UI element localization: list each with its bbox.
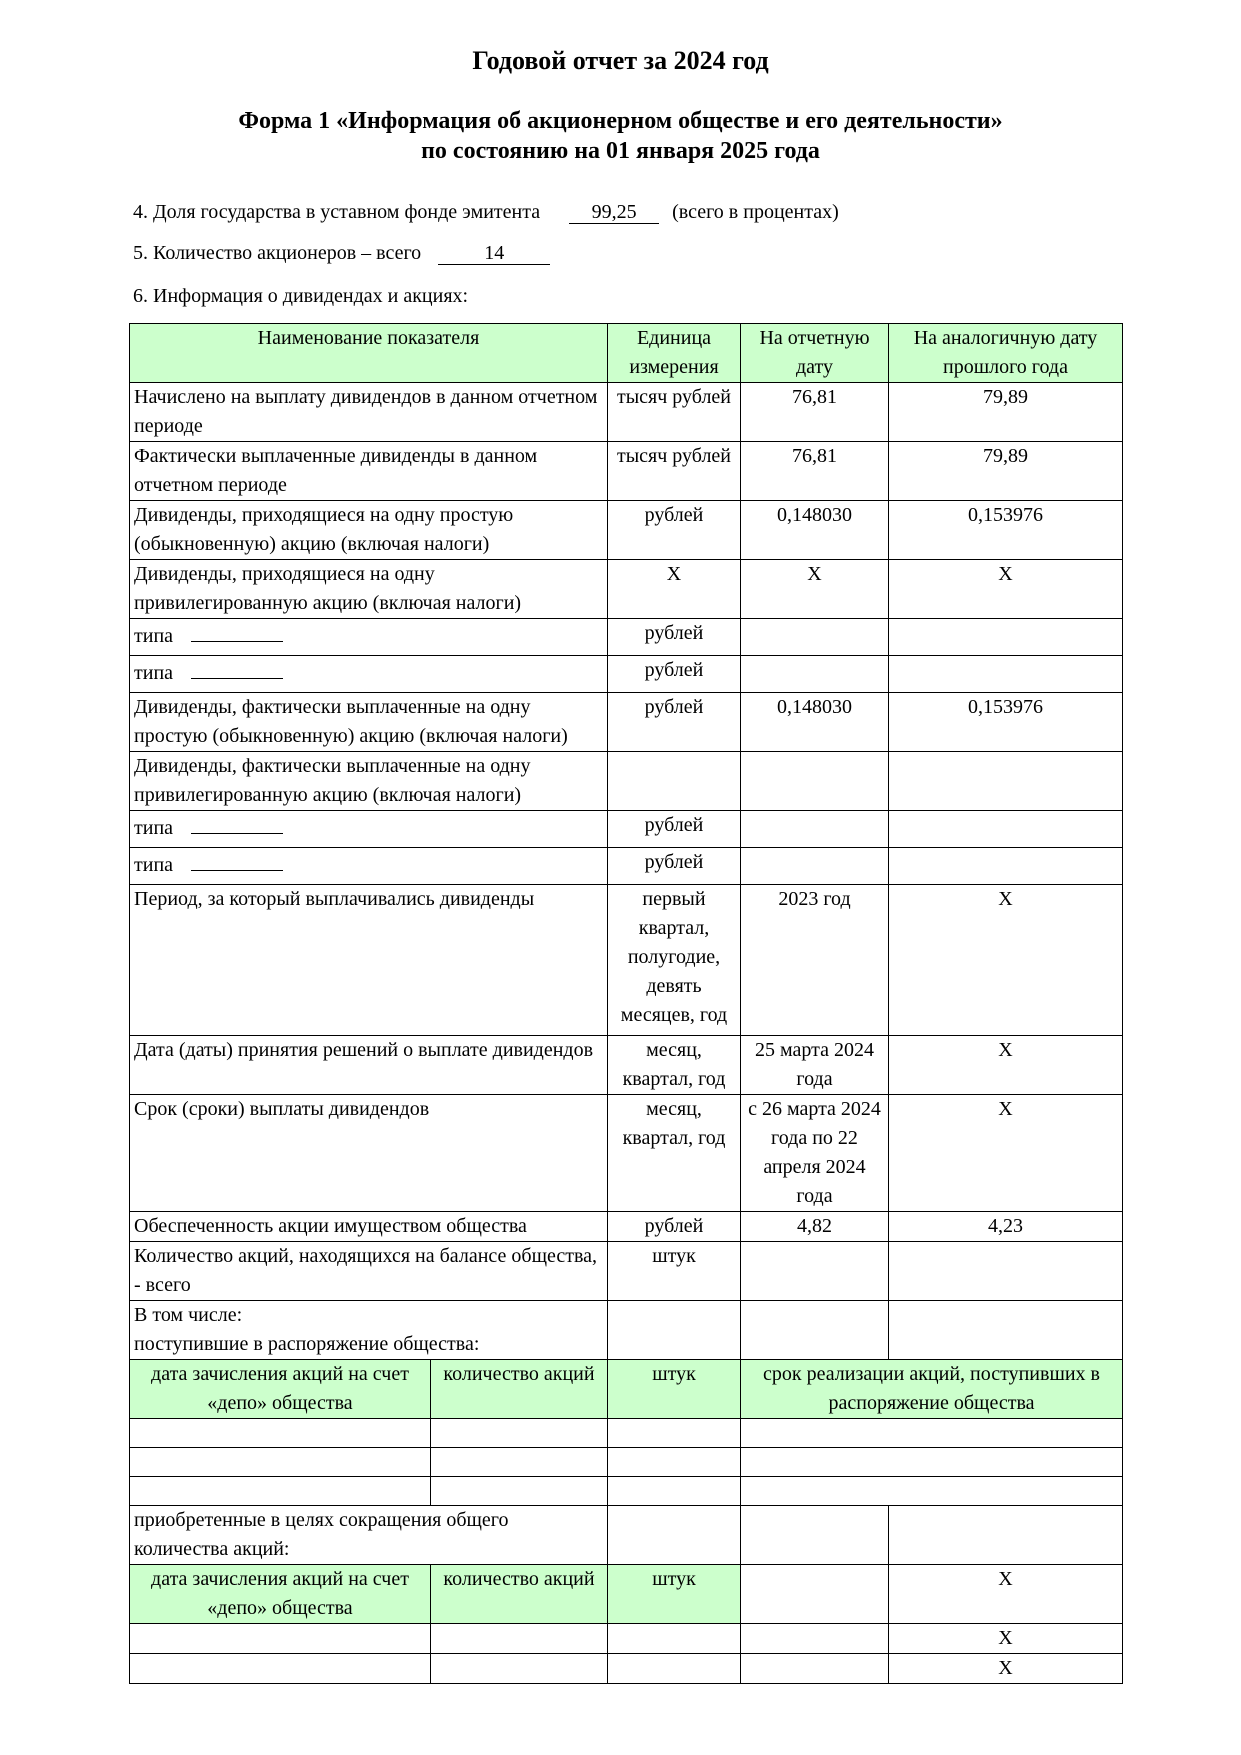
empty-cell: [130, 1477, 431, 1506]
table-header-row: [130, 324, 1123, 383]
item-5: [133, 241, 550, 265]
row-current: [741, 811, 889, 848]
row-previous: 0,153976: [889, 501, 1123, 560]
item-4-suffix: (всего в процентах): [672, 201, 839, 223]
row-name: Период, за который выплачивались дивиденды: [130, 885, 608, 1036]
subtable1-header-row: [130, 1360, 1123, 1419]
item-4-value: 99,25: [569, 201, 659, 224]
subtable1-empty-row: [130, 1477, 1123, 1506]
empty-cell: [741, 1654, 889, 1684]
empty-cell: [130, 1624, 431, 1654]
type-label: типа: [134, 662, 174, 684]
table-row: [130, 811, 1123, 848]
row-current: [741, 619, 889, 656]
row-name: Дивиденды, фактически выплаченные на одну простую (обыкновенную) акцию (включая налоги): [130, 693, 608, 752]
subtable2-header-row: [130, 1565, 1123, 1624]
row-previous: 79,89: [889, 442, 1123, 501]
empty-cell: [741, 1565, 889, 1624]
form-title-line2: по состоянию на 01 января 2025 года: [421, 138, 820, 164]
row-current: X: [741, 560, 889, 619]
in-total-line2: поступившие в распоряжение общества:: [134, 1333, 480, 1355]
empty-cell: [608, 1624, 741, 1654]
empty-cell: [130, 1654, 431, 1684]
item-6-label: 6. Информация о дивидендах и акциях:: [133, 285, 469, 307]
sub1-date-header: дата зачисления акций на счет «депо» общества: [130, 1360, 431, 1419]
table-row: [130, 848, 1123, 885]
row-current: 0,148030: [741, 501, 889, 560]
sub2-qty-header: количество акций: [431, 1565, 608, 1624]
header-unit: Единица измерения: [608, 324, 741, 383]
header-previous: На аналогичную дату прошлого года: [889, 324, 1123, 383]
type-blank: [191, 848, 283, 871]
row-previous: 79,89: [889, 383, 1123, 442]
row-name: Начислено на выплату дивидендов в данном отчетном периоде: [130, 383, 608, 442]
type-blank: [191, 619, 283, 642]
sub2-date-header: дата зачисления акций на счет «депо» общества: [130, 1565, 431, 1624]
row-current: с 26 марта 2024 года по 22 апреля 2024 года: [741, 1095, 889, 1212]
empty-cell: [741, 1419, 1123, 1448]
row-name: [130, 656, 608, 693]
empty-cell: [431, 1654, 608, 1684]
row-previous: [889, 619, 1123, 656]
empty-cell: [130, 1448, 431, 1477]
row-current: [741, 752, 889, 811]
row-current: 4,82: [741, 1212, 889, 1242]
empty-cell: [608, 1654, 741, 1684]
empty-cell: [130, 1419, 431, 1448]
row-name: Количество акций, находящихся на балансе общества, - всего: [130, 1242, 608, 1301]
empty-cell: [608, 1301, 741, 1360]
form-title-line1: Форма 1 «Информация об акционерном обществе и его деятельности»: [238, 108, 1003, 134]
empty-cell: [741, 1448, 1123, 1477]
row-unit: рублей: [608, 501, 741, 560]
row-name: Дата (даты) принятия решений о выплате дивидендов: [130, 1036, 608, 1095]
table-row: [130, 656, 1123, 693]
row-unit: первый квартал, полугодие, девять месяцев, год: [608, 885, 741, 1036]
table-row: [130, 383, 1123, 442]
subtable2-row: [130, 1654, 1123, 1684]
sub1-qty-header: количество акций: [431, 1360, 608, 1419]
row-unit: месяц, квартал, год: [608, 1095, 741, 1212]
row-previous: 4,23: [889, 1212, 1123, 1242]
table-row: [130, 1212, 1123, 1242]
subtable2-row: [130, 1624, 1123, 1654]
table-row: [130, 560, 1123, 619]
row-name: Дивиденды, фактически выплаченные на одну привилегированную акцию (включая налоги): [130, 752, 608, 811]
row-previous: 0,153976: [889, 693, 1123, 752]
empty-cell: [608, 1506, 741, 1565]
row-current: [741, 1242, 889, 1301]
row-current: [741, 848, 889, 885]
row-name: [130, 619, 608, 656]
empty-cell: [608, 1477, 741, 1506]
item-4: [133, 200, 839, 224]
empty-cell: [431, 1448, 608, 1477]
row-previous: [889, 848, 1123, 885]
row-previous: X: [889, 885, 1123, 1036]
row-unit: рублей: [608, 619, 741, 656]
subtable1-empty-row: [130, 1448, 1123, 1477]
subtable1-empty-row: [130, 1419, 1123, 1448]
sub2-row-previous: X: [889, 1624, 1123, 1654]
row-unit: рублей: [608, 656, 741, 693]
type-label: типа: [134, 625, 174, 647]
item-5-value: 14: [438, 242, 550, 265]
in-total-label: [130, 1301, 608, 1360]
row-unit: рублей: [608, 1212, 741, 1242]
row-name: Срок (сроки) выплаты дивидендов: [130, 1095, 608, 1212]
empty-cell: [431, 1624, 608, 1654]
form-title: [0, 106, 1241, 166]
table-row: [130, 501, 1123, 560]
empty-cell: [741, 1301, 889, 1360]
item-5-label: 5. Количество акционеров – всего: [133, 242, 422, 264]
empty-cell: [741, 1477, 1123, 1506]
empty-cell: [741, 1506, 889, 1565]
table-row-acquired: [130, 1506, 1123, 1565]
row-unit: [608, 752, 741, 811]
row-previous: [889, 811, 1123, 848]
type-blank: [191, 656, 283, 679]
empty-cell: [889, 1506, 1123, 1565]
row-name: Дивиденды, приходящиеся на одну простую (обыкновенную) акцию (включая налоги): [130, 501, 608, 560]
acquired-label: приобретенные в целях сокращения общего количества акций:: [130, 1506, 608, 1565]
sub2-row-previous: X: [889, 1654, 1123, 1684]
row-name: [130, 811, 608, 848]
table-row: [130, 885, 1123, 1036]
sub1-unit-header: штук: [608, 1360, 741, 1419]
table-row: [130, 1036, 1123, 1095]
table-row-in-total: [130, 1301, 1123, 1360]
report-title: Годовой отчет за 2024 год: [472, 46, 769, 75]
empty-cell: [431, 1477, 608, 1506]
item-4-label: 4. Доля государства в уставном фонде эмитента: [133, 201, 541, 223]
row-current: 0,148030: [741, 693, 889, 752]
row-unit: тысяч рублей: [608, 383, 741, 442]
table-row: [130, 1095, 1123, 1212]
row-name: [130, 848, 608, 885]
empty-cell: [608, 1419, 741, 1448]
empty-cell: [608, 1448, 741, 1477]
row-previous: X: [889, 1095, 1123, 1212]
row-unit: тысяч рублей: [608, 442, 741, 501]
row-previous: [889, 752, 1123, 811]
sub2-previous: X: [889, 1565, 1123, 1624]
row-current: [741, 656, 889, 693]
row-previous: X: [889, 1036, 1123, 1095]
row-unit: рублей: [608, 811, 741, 848]
empty-cell: [741, 1624, 889, 1654]
row-current: 76,81: [741, 442, 889, 501]
row-unit: месяц, квартал, год: [608, 1036, 741, 1095]
sub1-term-header: срок реализации акций, поступивших в распоряжение общества: [741, 1360, 1123, 1419]
header-current: На отчетную дату: [741, 324, 889, 383]
sub2-unit-header: штук: [608, 1565, 741, 1624]
type-label: типа: [134, 854, 174, 876]
row-previous: [889, 656, 1123, 693]
row-current: 76,81: [741, 383, 889, 442]
table-row: [130, 1242, 1123, 1301]
row-current: 25 марта 2024 года: [741, 1036, 889, 1095]
type-label: типа: [134, 817, 174, 839]
row-unit: штук: [608, 1242, 741, 1301]
row-current: 2023 год: [741, 885, 889, 1036]
table-row: [130, 442, 1123, 501]
type-blank: [191, 811, 283, 834]
row-unit: рублей: [608, 848, 741, 885]
table-row: [130, 619, 1123, 656]
dividends-table: [129, 323, 1123, 1684]
row-previous: X: [889, 560, 1123, 619]
table-row: [130, 693, 1123, 752]
empty-cell: [431, 1419, 608, 1448]
row-name: Фактически выплаченные дивиденды в данном отчетном периоде: [130, 442, 608, 501]
row-previous: [889, 1242, 1123, 1301]
header-name: Наименование показателя: [130, 324, 608, 383]
row-name: Обеспеченность акции имуществом общества: [130, 1212, 608, 1242]
empty-cell: [889, 1301, 1123, 1360]
row-unit: рублей: [608, 693, 741, 752]
in-total-line1: В том числе:: [134, 1304, 243, 1326]
row-name: Дивиденды, приходящиеся на одну привилегированную акцию (включая налоги): [130, 560, 608, 619]
row-unit: X: [608, 560, 741, 619]
table-row: [130, 752, 1123, 811]
